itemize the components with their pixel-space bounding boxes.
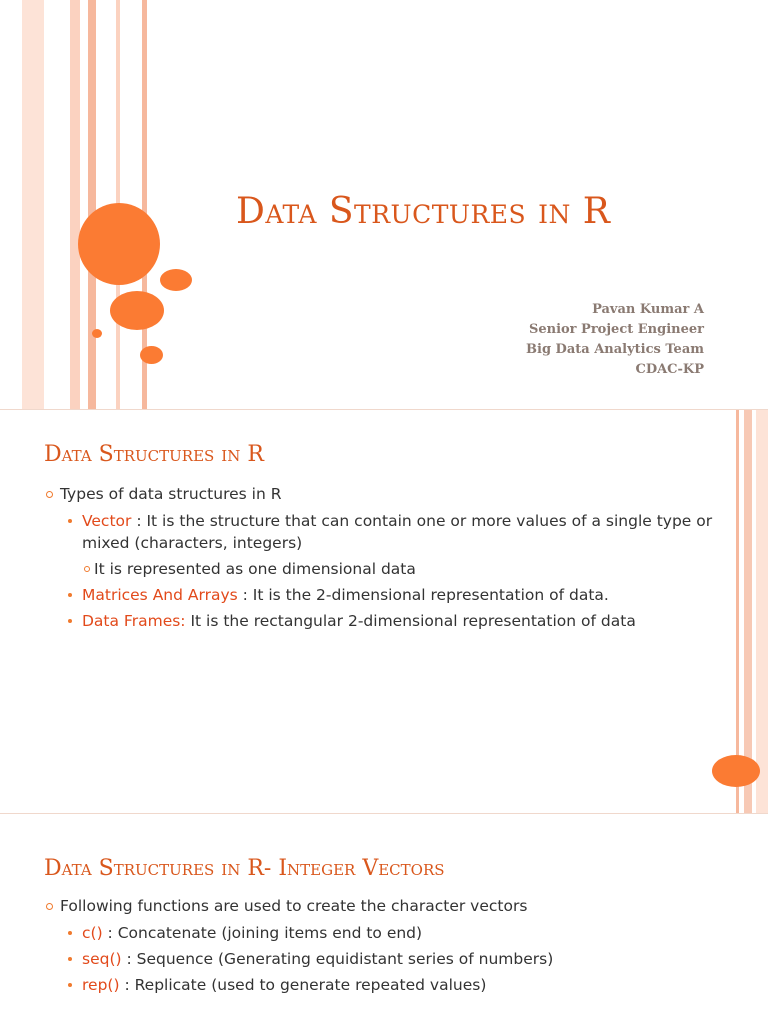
slide-title: Data Structures in R xyxy=(236,191,611,232)
term-desc: It is the rectangular 2-dimensional representation of data xyxy=(185,612,636,630)
decor-circle xyxy=(78,203,160,285)
author-team: Big Data Analytics Team xyxy=(526,342,704,357)
function-desc: : Sequence (Generating equidistant series of numbers) xyxy=(121,950,554,968)
function-desc: : Replicate (used to generate repeated values) xyxy=(119,976,487,994)
decor-stripe xyxy=(756,410,768,814)
title-slide xyxy=(0,0,768,410)
function-name: seq() xyxy=(82,950,122,968)
decor-circle xyxy=(110,291,164,330)
term: Vector xyxy=(82,512,132,530)
function-desc: : Concatenate (joining items end to end) xyxy=(102,924,423,942)
bullet xyxy=(44,482,722,506)
sub-bullet xyxy=(44,610,722,632)
bullet-text: Following functions are used to create the character vectors xyxy=(60,897,528,915)
author-role: Senior Project Engineer xyxy=(528,322,704,337)
term: Matrices And Arrays xyxy=(82,586,238,604)
decor-stripe xyxy=(744,410,752,814)
function-name: rep() xyxy=(82,976,120,994)
content-slide xyxy=(0,410,768,814)
slide-body xyxy=(44,894,722,1000)
term: Data Frames: xyxy=(82,612,186,630)
bullet-text: Types of data structures in R xyxy=(60,485,282,503)
decor-circle xyxy=(160,269,192,291)
slide-title: Data Structures in R xyxy=(44,442,264,467)
sub-bullet xyxy=(44,922,722,944)
term-desc: : It is the structure that can contain one or more values of a single type or mixed (characters, integers) xyxy=(82,512,713,552)
author-org: CDAC-KP xyxy=(635,362,704,377)
slide-title: Data Structures in R- Integer Vectors xyxy=(44,856,445,881)
sub-sub-bullet xyxy=(44,558,722,580)
decor-stripe xyxy=(736,410,739,814)
author-name: Pavan Kumar A xyxy=(592,302,704,317)
sub-bullet xyxy=(44,584,722,606)
term-desc: : It is the 2-dimensional representation of data. xyxy=(237,586,609,604)
decor-stripe xyxy=(70,0,80,410)
decor-stripe xyxy=(88,0,96,410)
sub-bullet xyxy=(44,510,722,554)
decor-circle xyxy=(712,755,760,787)
author-block xyxy=(526,300,704,380)
slide-body xyxy=(44,482,722,636)
sub-bullet xyxy=(44,974,722,996)
sub-bullet xyxy=(44,948,722,970)
bullet-text: It is represented as one dimensional data xyxy=(94,560,416,578)
bullet xyxy=(44,894,722,918)
decor-circle xyxy=(140,346,163,364)
decor-stripe xyxy=(22,0,44,410)
content-slide xyxy=(0,814,768,1024)
decor-circle xyxy=(92,329,102,338)
function-name: c() xyxy=(82,924,103,942)
